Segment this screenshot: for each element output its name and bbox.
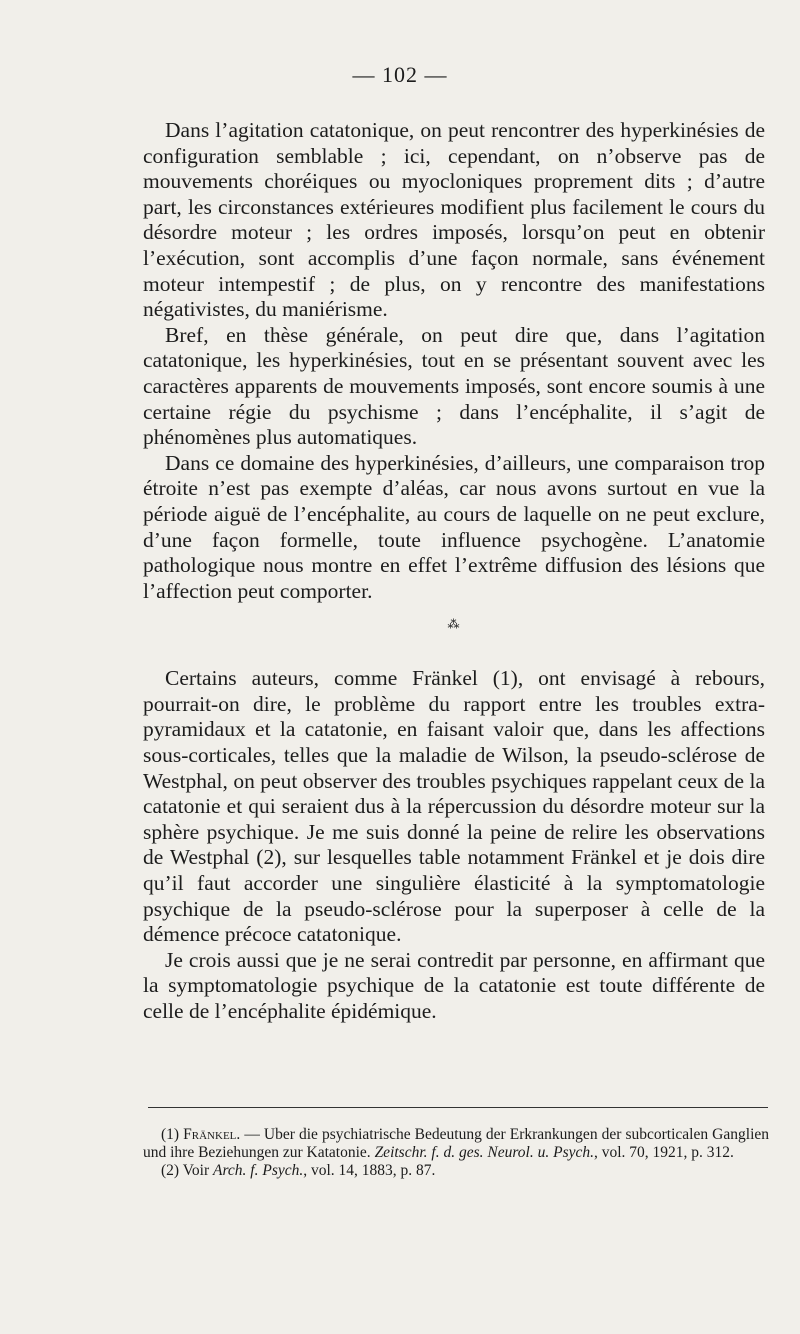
paragraph: Dans ce domaine des hyperkinésies, d’ailleurs, une comparaison trop étroite n’est pas exempte d’aléas, car nous avons surtout en vue la période aiguë de l’encéphalite, au cours de laquelle on ne peut exclure, d’une façon formelle, toute influence psychogène. L’anatomie pathologique nous montre en effet l’extrême diffusion des lésions que l’affection peut comporter. (143, 450, 765, 603)
footnote-divider (148, 1107, 768, 1108)
paragraph: Certains auteurs, comme Fränkel (1), ont envisagé à rebours, pourrait-on dire, le problème du rapport entre les troubles extra-pyramidaux et la catatonie, en faisant valoir que, dans les affections sous-corticales, telles que la maladie de Wilson, la pseudo-sclérose de Westphal, on peut observer des troubles psychiques rappelant ceux de la catatonie et qui seraient dus à la répercussion du désordre moteur sur la sphère psychique. Je me suis donné la peine de relire les observations de Westphal (2), sur lesquelles table notamment Fränkel et je dois dire qu’il faut accorder une singulière élasticité à la symptomatologie psychique de la pseudo-sclérose pour la superposer à celle de la démence précoce catatonique. (143, 666, 765, 947)
main-text (143, 118, 765, 1025)
footnote-marker: (1) (161, 1126, 180, 1143)
footnote-marker: (2) (161, 1162, 180, 1179)
footnote-tail: , vol. 70, 1921, p. 312. (593, 1144, 734, 1161)
footnote-2 (143, 1162, 769, 1180)
footnote-1 (143, 1126, 769, 1162)
footnotes (143, 1126, 769, 1180)
page-number: — 102 — (352, 62, 448, 87)
paragraph: Dans l’agitation catatonique, on peut rencontrer des hyperkinésies de configuration semblable ; ici, cependant, on n’observe pas de mouvements choréiques ou myocloniques proprement dits ; d’autre part, les circonstances extérieures modifient plus facilement le cours du désordre moteur ; les ordres imposés, lorsqu’on peut en obtenir l’exécution, sont accomplis d’une façon normale, sans événement moteur intempestif ; de plus, on y rencontre des manifestations négativistes, du maniérisme. (143, 118, 765, 322)
footnote-text: Voir (182, 1162, 213, 1179)
footnote-author: Fränkel (183, 1126, 237, 1143)
paragraph: Je crois aussi que je ne serai contredit par personne, en affirmant que la symptomatologie psychique de la catatonie est toute différente de celle de l’encéphalite épidémique. (143, 947, 765, 1023)
footnote-tail: , vol. 14, 1883, p. 87. (303, 1162, 436, 1179)
paragraph: Bref, en thèse générale, on peut dire que, dans l’agitation catatonique, les hyperkinésies, tout en se présentant souvent avec les caractères apparents de mouvements imposés, sont encore soumis à une certaine régie du psychisme ; dans l’encéphalite, il s’agit de phénomènes plus automatiques. (143, 322, 765, 450)
section-asterism: ⁂ (447, 617, 461, 632)
footnote-journal: Zeitschr. f. d. ges. Neurol. u. Psych. (374, 1144, 594, 1161)
footnote-journal: Arch. f. Psych. (212, 1162, 304, 1179)
footnote-text: . — Uber die psychiatrische Bedeutung der Erkrankungen der subcorticalen Ganglien und ihre Beziehungen zur Katatonie. (143, 1126, 770, 1161)
